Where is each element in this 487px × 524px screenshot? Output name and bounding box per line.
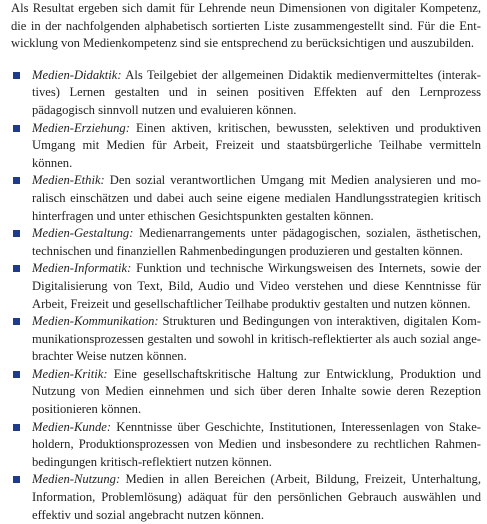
item-text: Strukturen und Bedingungen von interaktiven, digitalen Kommunikationsprozessen gestalten und sowohl in kritisch-reflektierter als auch sozial angebrachter Weise nutzen können. [32,314,481,364]
list-item-medien-didaktik [11,67,481,120]
item-term: Medien-Informatik: [32,261,132,276]
item-text: Medien in allen Bereichen (Arbeit, Bildung, Freizeit, Unterhaltung, Information, Problemlösung) adäquat für den persönlichen Gebrauch auswählen und effektiv und sozial angebracht nutzen können. [32,472,481,522]
list-item-medien-ethik [11,172,481,225]
competence-list [11,67,481,524]
square-bullet-icon [13,265,20,272]
item-term: Medien-Nutzung: [32,472,121,487]
square-bullet-icon [13,476,20,483]
item-text: Medienarrangements unter pädagogischen, sozialen, ästhetischen, technischen und finanziellen Rahmenbedingungen produzieren und gestalten können. [32,226,481,258]
item-text: Einen aktiven, kritischen, bewussten, selektiven und produktiven Umgang mit Medien für Arbeit, Freizeit und staatsbürgerliche Teilhabe vermitteln können. [32,120,481,170]
list-item-medien-gestaltung [11,225,481,260]
list-item-medien-erziehung [11,120,481,173]
list-item-medien-kunde [11,419,481,472]
list-item-medien-nutzung [11,471,481,524]
intro-paragraph: Als Resultat ergeben sich damit für Lehrende neun Dimensionen von digitaler Kompetenz, die in der nachfolgenden alphabetisch sortierten Liste zusammengestellt sind. Für die Entwicklung von Medienkompetenz sind sie entsprechend zu berücksichtigen und auszubilden. [11,1,481,51]
square-bullet-icon [13,230,20,237]
list-item-medien-informatik [11,260,481,313]
item-text: Als Teilgebiet der allgemeinen Didaktik medienvermitteltes (interaktives) Lernen gestalten und in seinen positiven Effekten auf den Lernprozess pädagogisch sinnvoll nutzen und evaluieren können. [32,67,481,117]
item-term: Medien-Erziehung: [32,120,130,135]
square-bullet-icon [13,371,20,378]
list-item-medien-kommunikation [11,313,481,366]
document-page [11,0,481,524]
item-term: Medien-Ethik: [32,173,105,188]
item-text: Kenntnisse über Geschichte, Institutionen, Interessenlagen von Stakeholdern, Produktionsprozessen von Medien und insbesondere zu rechtlichen Rahmenbedingungen kritisch-reflektiert nutzen können. [32,419,481,469]
list-item-medien-kritik [11,366,481,419]
item-term: Medien-Gestaltung: [32,226,134,241]
square-bullet-icon [13,424,20,431]
item-term: Medien-Didaktik: [32,67,122,82]
item-text: Den sozial verantwortlichen Umgang mit Medien analysieren und moralisch einschätzen und dabei auch seine eigene medialen Handlungsstrategien kritisch hinterfragen und unter ethischen Gesichtspunkten gestalten können. [32,173,481,223]
item-term: Medien-Kritik: [32,366,108,381]
square-bullet-icon [13,318,20,325]
item-text: Funktion und technische Wirkungsweisen des Internets, sowie der Digitalisierung von Text, Bild, Audio und Video verstehen und diese Kenntnisse für Arbeit, Freizeit und gesellschaftlicher Teilhabe produktiv gestalten und nutzen können. [32,261,481,311]
square-bullet-icon [13,72,20,79]
square-bullet-icon [13,125,20,132]
item-term: Medien-Kommunikation: [32,314,159,329]
item-term: Medien-Kunde: [32,419,112,434]
square-bullet-icon [13,177,20,184]
item-text: Eine gesellschaftskritische Haltung zur Entwicklung, Produktion und Nutzung von Medien einnehmen und sich über deren Inhalte sowie deren Rezeption positionieren können. [32,366,481,417]
